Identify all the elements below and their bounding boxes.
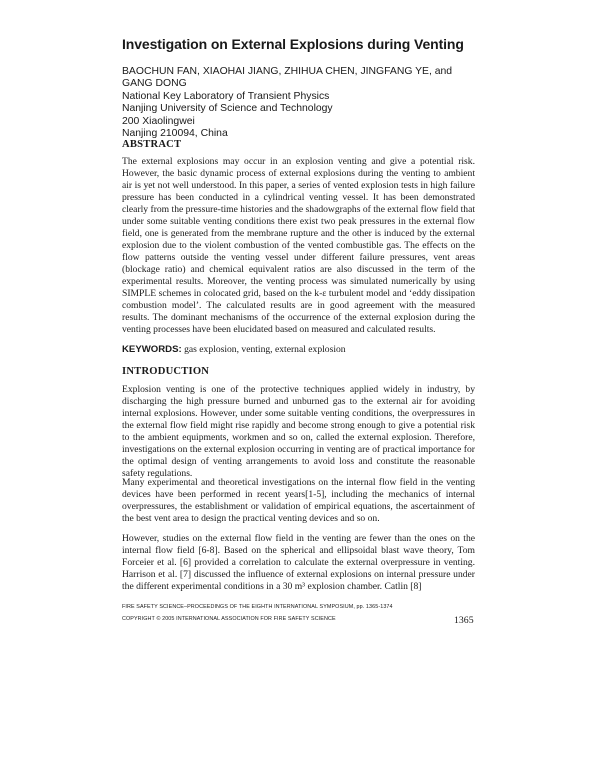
keywords-label: KEYWORDS: xyxy=(122,344,182,355)
affiliation-university: Nanjing University of Science and Technology xyxy=(122,103,333,115)
keywords-text: gas explosion, venting, external explosion xyxy=(184,344,346,355)
abstract-paragraph: The external explosions may occur in an explosion venting and give a potential risk. However, the basic dynamic process of external explosions during the venting to ambient air is yet not well understood. In this paper, a series of vented explosion tests in high failure pressure has been conducted in a cylindrical venting vessel. It has been demonstrated clearly from the pressure-time histories and the shadowgraphs of the external flow field that under some suitable venting conditions there exist two peak pressures in the external flow field, one is generated from the membrane rupture and the other is induced by the external explosion due to the violent combustion of the vented combustible gas. The effects on the flow patterns outside the venting vessel under different failure pressures, vent areas (blockage ratio) and chemical equivalent ratios are also discussed in the term of the experimental results. Moreover, the venting process was simulated numerically by using SIMPLE schemes in colocated grid, based on the k-ε turbulent model and ‘eddy dissipation combustion model’. The calculated results are in good agreement with the measured results. The dominant mechanisms of the occurrence of the external explosion during the venting processes have been elucidated based on measured and calculated results. xyxy=(122,156,475,335)
footer-proceedings: FIRE SAFETY SCIENCE–PROCEEDINGS OF THE EIGHTH INTERNATIONAL SYMPOSIUM, pp. 1365-1374 xyxy=(122,604,393,610)
affiliation-street: 200 Xiaolingwei xyxy=(122,115,195,127)
authors-line-2: GANG DONG xyxy=(122,78,187,90)
abstract-heading: ABSTRACT xyxy=(122,139,182,150)
intro-paragraph-1: Explosion venting is one of the protective techniques applied widely in industry, by discharging the high pressure burned and unburned gas to the external air for avoiding internal explosions. However, under some suitable venting conditions, the overpressures in the external flow field might rise rapidly and become strong enough to give a potential risk to the ambient equipments, workmen and so on, called the external explosion. Therefore, investigations on the external explosion occurring in venting are of practical importance for the optimal design of venting arrangements to avoid loss and constitute the reasonable safety regulations. xyxy=(122,384,475,479)
intro-paragraph-3: However, studies on the external flow field in the venting are fewer than the ones on the internal flow field [6-8]. Based on the spherical and ellipsoidal blast wave theory, Tom Forceier et al. [6] provided a correlation to calculate the external overpressure in venting. Harrison et al. [7] discussed the influence of external explosions on internal pressure under the different experimental conditions in a 30 m³ explosion chamber. Catlin [8] xyxy=(122,533,475,592)
affiliation-city: Nanjing 210094, China xyxy=(122,128,228,140)
paper-title: Investigation on External Explosions during Venting xyxy=(122,36,464,52)
footer-copyright: COPYRIGHT © 2005 INTERNATIONAL ASSOCIATION FOR FIRE SAFETY SCIENCE xyxy=(122,616,336,622)
author-block xyxy=(122,66,482,140)
authors-line-1: BAOCHUN FAN, XIAOHAI JIANG, ZHIHUA CHEN, JINGFANG YE, and xyxy=(122,66,453,77)
affiliation-lab: National Key Laboratory of Transient Physics xyxy=(122,90,330,102)
intro-paragraph-2: Many experimental and theoretical investigations on the internal flow field in the venting devices have been performed in recent years[1-5], including the mechanics of internal overpressures, the establishment or validation of empirical equations, the ascertainment of the best vent area to design the practical venting devices and so on. xyxy=(122,477,475,524)
page-number: 1365 xyxy=(454,615,474,626)
introduction-heading: INTRODUCTION xyxy=(122,366,210,377)
keywords-line xyxy=(122,344,475,356)
